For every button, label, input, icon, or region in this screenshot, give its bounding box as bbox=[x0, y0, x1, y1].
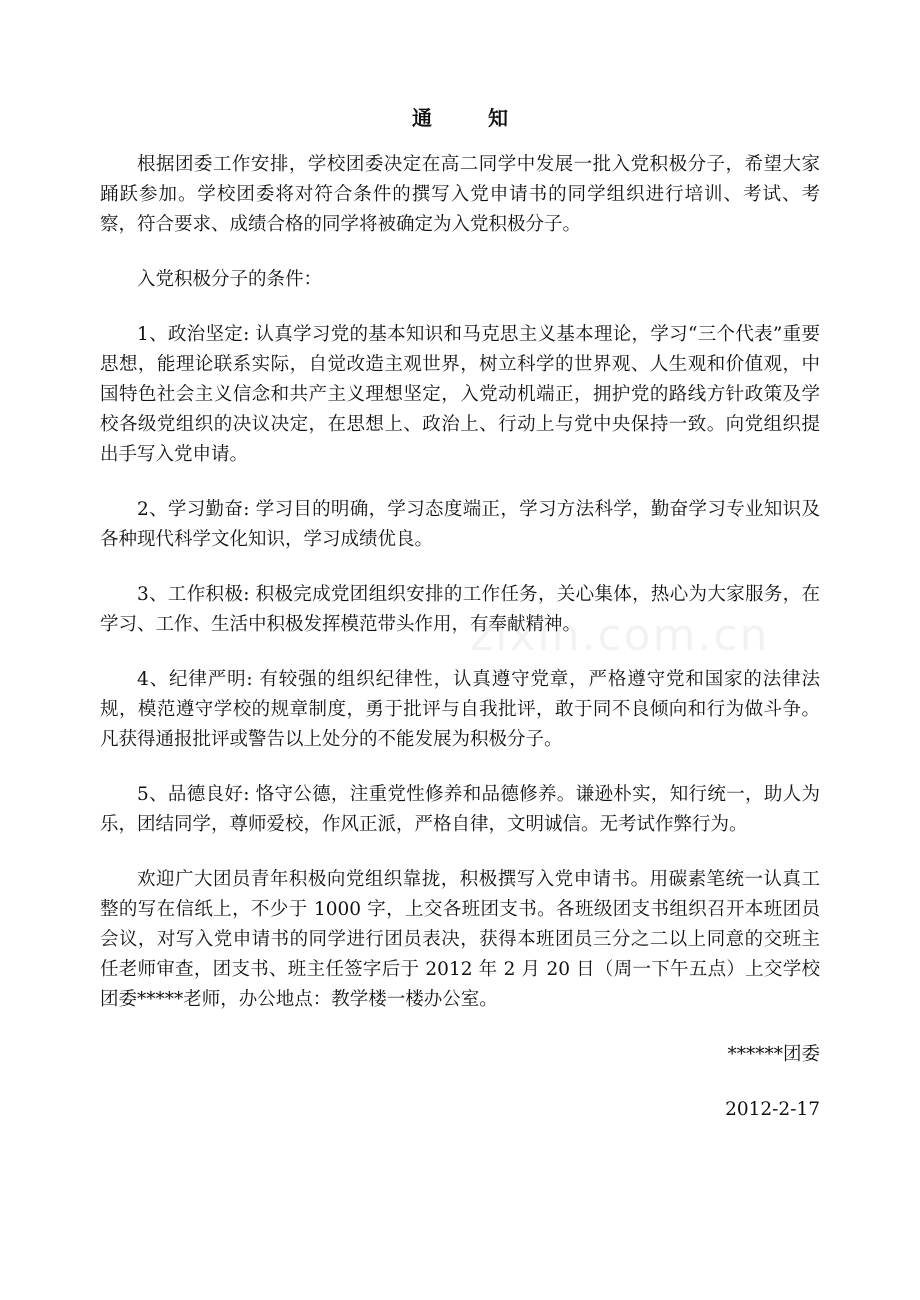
condition-political: 1、政治坚定: 认真学习党的基本知识和马克思主义基本理论，学习“三个代表”重要思想，能理论联系实际，自觉改造主观世界，树立科学的世界观、人生观和价值观，中国特色社会主义信念和共产主义理想坚定，入党动机端正，拥护党的路线方针政策及学校各级党组织的决议决定，在思想上、政治上、行动上与党中央保持一致。向党组织提出手写入党申请。 bbox=[100, 324, 820, 465]
signature-org: ******团委 bbox=[727, 1044, 820, 1065]
conditions-heading: 入党积极分子的条件： bbox=[137, 269, 323, 290]
condition-work: 3、工作积极: 积极完成党团组织安排的工作任务，关心集体，热心为大家服务，在学习、工作、生活中积极发挥模范带头作用，有奉献精神。 bbox=[100, 584, 820, 635]
intro-paragraph: 根据团委工作安排，学校团委决定在高二同学中发展一批入党积极分子，希望大家踊跃参加。学校团委将对符合条件的撰写入党申请书的同学组织进行培训、考试、考察，符合要求、成绩合格的同学将被确定为入党积极分子。 bbox=[100, 154, 820, 235]
condition-discipline: 4、纪律严明: 有较强的组织纪律性，认真遵守党章，严格遵守党和国家的法律法规，模范遵守学校的规章制度，勇于批评与自我批评，敢于同不良倾向和行为做斗争。凡获得通报批评或警告以上处分的不能发展为积极分子。 bbox=[100, 669, 820, 750]
signature-date: 2012-2-17 bbox=[725, 1099, 820, 1120]
watermark-text: zixin.com.cn bbox=[470, 610, 770, 661]
closing-paragraph: 欢迎广大团员青年积极向党组织靠拢，积极撰写入党申请书。用碳素笔统一认真工整的写在信纸上，不少于 1000 字，上交各班团支书。各班级团支书组织召开本班团员会议，对写入党申请书的同学进行团员表决，获得本班团员三分之二以上同意的交班主任老师审查，团支书、班主任签字后于 2012 年 2 月 20 日（周一下午五点）上交学校团委*****老师，办公地点：教学楼一楼办公室。 bbox=[100, 869, 820, 1010]
notice-title: 通 知 bbox=[412, 106, 526, 130]
condition-morality: 5、品德良好: 恪守公德，注重党性修养和品德修养。谦逊朴实，知行统一，助人为乐，团结同学，尊师爱校，作风正派，严格自律，文明诚信。无考试作弊行为。 bbox=[100, 784, 820, 835]
condition-study: 2、学习勤奋: 学习目的明确，学习态度端正，学习方法科学，勤奋学习专业知识及各种现代科学文化知识，学习成绩优良。 bbox=[100, 499, 820, 550]
